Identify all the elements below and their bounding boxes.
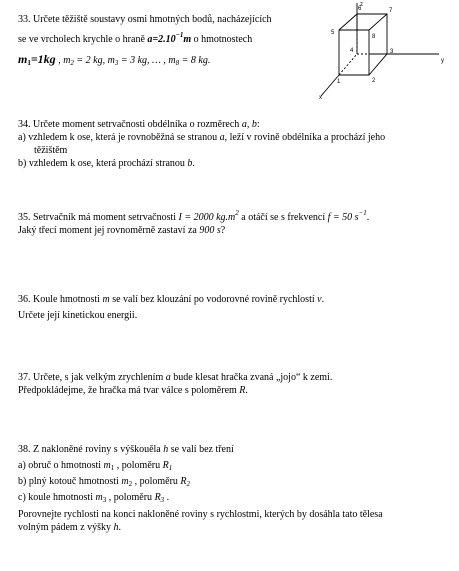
var-v: v [317,294,322,305]
p36-text: 36. Koule hmotnosti [18,294,103,305]
p35-text: 35. Setrvačník má moment setrvačnosti [18,212,179,223]
p37-text: . [245,385,248,396]
R1-sub: 1 [168,464,173,472]
p34-text: . [192,158,195,169]
p38-text: , poloměru [106,492,155,503]
p38-item-c [18,490,383,506]
p38-text: , poloměru [132,476,181,487]
m2-sub: 2 [128,480,133,488]
problem-35 [18,211,369,237]
freq-exp: −1 [358,209,367,217]
vars-ab: a, b [241,119,257,130]
vertex-label: 8 [372,34,376,40]
p34-line1 [18,118,385,131]
p37-text: Předpokládejme, že hračka má tvar válce s poloměrem [18,385,240,396]
p38-text: . [118,522,122,533]
p34-item-b [18,157,385,170]
p38-item-a [18,458,383,474]
p37-line1 [18,371,332,384]
p37-line2 [18,384,332,397]
a-exponent: −1 [175,31,184,39]
p35-text: ? [220,225,226,236]
p34-text: 34. Určete moment setrvačnosti obdélníka o rozměrech [18,119,242,130]
var-R3: R [154,492,161,503]
var-h: h [163,444,169,455]
m3-sub: 3 [114,59,119,67]
vertex-label: 4 [350,48,354,54]
axis-label-y: y [441,58,444,64]
p33-text: se ve vrcholech krychle o hraně [18,34,148,45]
m1-value: =1kg [30,52,56,66]
problem-36 [18,293,324,322]
p34-text: : [256,119,260,130]
var-R2: R [180,476,187,487]
p34-item-a [18,131,385,144]
p38-text: se valí bez tření [168,444,234,455]
var-h: h [113,522,119,533]
vertex-label: 5 [331,30,335,36]
p33-line3 [18,53,272,67]
p36-text: se valí bez klouzání po vodorovné rovině rychlostí [109,294,318,305]
p38-text: , poloměru [114,460,163,471]
m2-sub: 2 [70,59,74,67]
freq-expr: f = 50 s [327,212,359,223]
var-a: a [165,372,171,383]
p34-text: a) vzhledem k ose, která je rovnoběžná se stranou [18,132,220,143]
p38-text: b) plný kotouč hmotnosti [18,476,122,487]
cube-front-face [339,30,369,75]
p36-text: Určete její kinetickou energii. [18,310,138,321]
p33-text: o hmotnostech [191,34,253,45]
var-m2: m [121,476,129,487]
p38-text: c) koule hmotnosti [18,492,96,503]
var-a: a [219,132,225,143]
p36-line1 [18,293,324,306]
p38-text: . [164,492,170,503]
time-expr: 900 s [199,225,221,236]
inertia-expr: I = 2000 kg.m [178,212,236,223]
p38-text: Porovnejte rychlosti na konci nakloněné roviny s rychlostmi, kterých by dosáhla tato tělesa [18,509,383,520]
problem-37 [18,371,332,397]
p33-line1 [18,13,272,26]
p38-line5 [18,508,383,521]
p38-line1 [18,442,383,458]
m1-sub: 1 [110,464,115,472]
problem-34 [18,118,385,170]
mass-text: = 2 kg, m [73,55,115,66]
p37-text: 37. Určete, s jak velkým zrychlením [18,372,166,383]
var-R: R [239,385,246,396]
p33-text: 33. Určete těžiště soustavy osmi hmotných bodů, nacházejících [18,14,272,25]
p34-text: těžištěm [34,145,68,156]
problem-33 [18,13,272,67]
inertia-exp: 2 [235,209,239,217]
p36-line2 [18,309,324,322]
p35-line1 [18,211,369,224]
p35-text: Jaký třecí moment jej rovnoměrně zastaví za [18,225,200,236]
p37-text: bude klesat hračka zvaná „jojo“ k zemi. [170,372,333,383]
vertex-label: 6 [358,6,362,12]
R2-sub: 2 [186,480,191,488]
mass-text: = 8 kg. [179,55,211,66]
var-m: m [102,294,110,305]
vertex-label: 7 [389,8,393,14]
cube-diagram [299,0,459,100]
m1-sub: 1 [27,59,31,67]
m8-sub: 8 [175,59,180,67]
p33-line2 [18,33,272,46]
p34-item-a-cont [18,144,385,157]
p35-text: . [366,212,370,223]
var-b: b [187,158,193,169]
m3-sub: 3 [102,496,107,504]
vertex-label: 1 [337,79,341,85]
p38-text: 38. Z nakloněné roviny s výškouěla [18,444,164,455]
axis-label-x: x [319,95,322,100]
var-a: a [147,34,153,45]
var-R1: R [162,460,169,471]
a-value: =2.10 [152,34,176,45]
mass-text: = 3 kg, … , m [118,55,176,66]
p35-text: a otáčí se s frekvencí [238,212,328,223]
p34-text: , leží v rovině obdélníka a prochází jeho [224,132,386,143]
problem-38 [18,442,383,534]
axis-label-z: z [360,2,363,8]
R3-sub: 3 [160,496,165,504]
mass-text: , m [55,55,71,66]
var-m1: m [18,52,28,66]
p38-text: a) obruč o hmotnosti [18,460,104,471]
p38-text: volným pádem z výšky [18,522,114,533]
p36-text: . [321,294,325,305]
p38-line6 [18,521,383,534]
vertex-label: 2 [372,78,376,84]
p35-line2 [18,224,369,237]
vertex-label: 3 [390,49,394,55]
var-m3: m [95,492,103,503]
p38-item-b [18,474,383,490]
a-unit: m [183,34,192,45]
var-m1: m [103,460,111,471]
p34-text: b) vzhledem k ose, která prochází stranou [18,158,188,169]
